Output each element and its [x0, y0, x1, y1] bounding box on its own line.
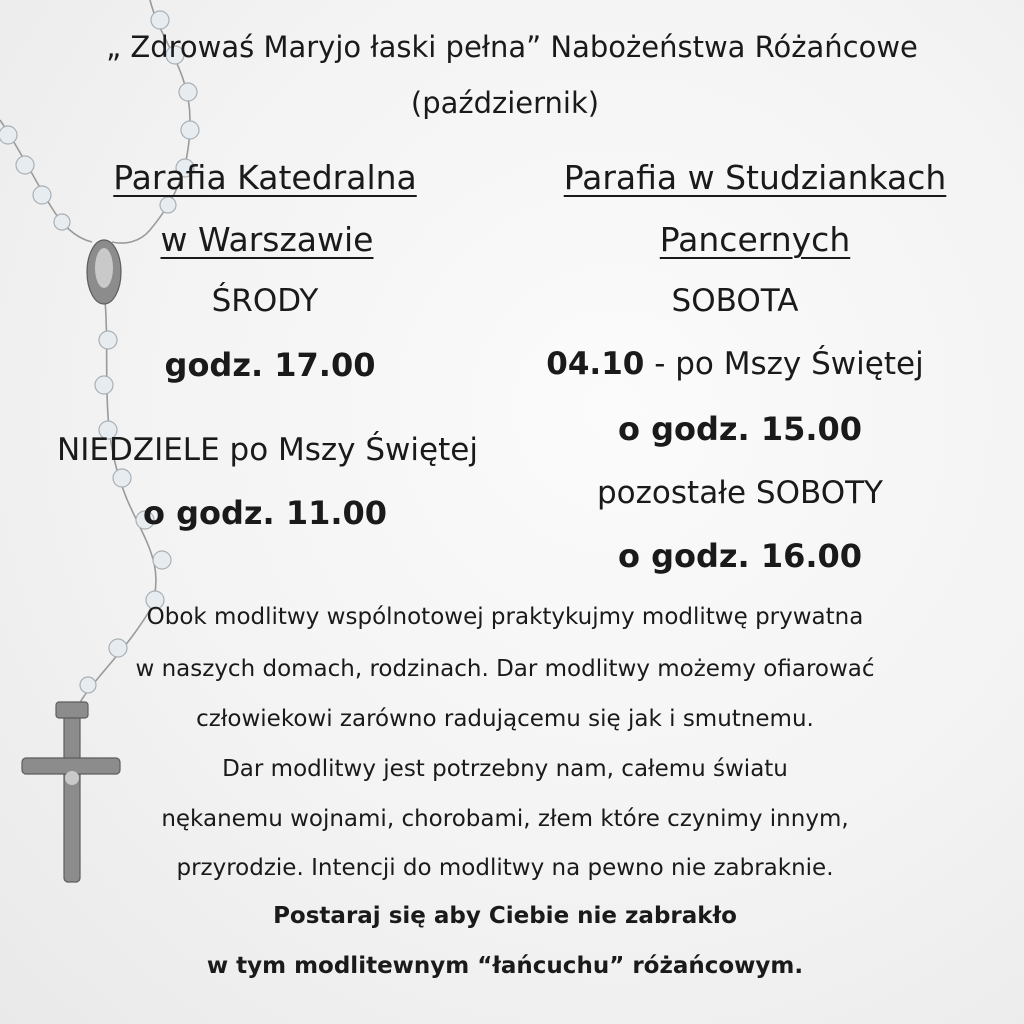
closing-line: Postaraj się aby Ciebie nie zabrakło: [273, 903, 737, 929]
paragraph-line: Dar modlitwy jest potrzebny nam, całemu światu: [222, 756, 788, 782]
left-time2: o godz. 11.00: [142, 494, 388, 532]
right-date-line: [505, 346, 965, 382]
right-heading-line1: Parafia w Studziankach: [563, 158, 947, 197]
page-title: „ Zdrowaś Maryjo łaski pełna” Nabożeństwa Różańcowe: [106, 30, 918, 64]
left-heading-line2: w Warszawie: [160, 220, 374, 259]
page-subtitle: (październik): [410, 86, 600, 120]
left-heading-line1: Parafia Katedralna: [113, 158, 417, 197]
left-day2: NIEDZIELE po Mszy Świętej: [57, 432, 478, 468]
right-time2: o godz. 16.00: [617, 537, 863, 575]
paragraph-line: w naszych domach, rodzinach. Dar modlitwy możemy ofiarować: [135, 656, 875, 682]
left-day1: ŚRODY: [211, 283, 319, 319]
paragraph-line: człowiekowi zarówno radującemu się jak i smutnemu.: [196, 706, 814, 732]
right-heading-line2: Pancernych: [659, 220, 851, 259]
right-time1: o godz. 15.00: [617, 410, 863, 448]
paragraph-line: nękanemu wojnami, chorobami, złem które czynimy innym,: [161, 806, 849, 832]
paragraph-line: Obok modlitwy wspólnotowej praktykujmy modlitwę prywatna: [146, 604, 864, 630]
right-date1-suffix: - po Mszy Świętej: [644, 346, 924, 382]
right-day1: SOBOTA: [671, 283, 799, 319]
paragraph-line: przyrodzie. Intencji do modlitwy na pewno nie zabraknie.: [176, 855, 834, 881]
right-day2: pozostałe SOBOTY: [597, 475, 883, 511]
left-time1: godz. 17.00: [164, 346, 376, 384]
right-date1: 04.10: [546, 346, 645, 382]
closing-line: w tym modlitewnym “łańcuchu” różańcowym.: [206, 953, 804, 979]
